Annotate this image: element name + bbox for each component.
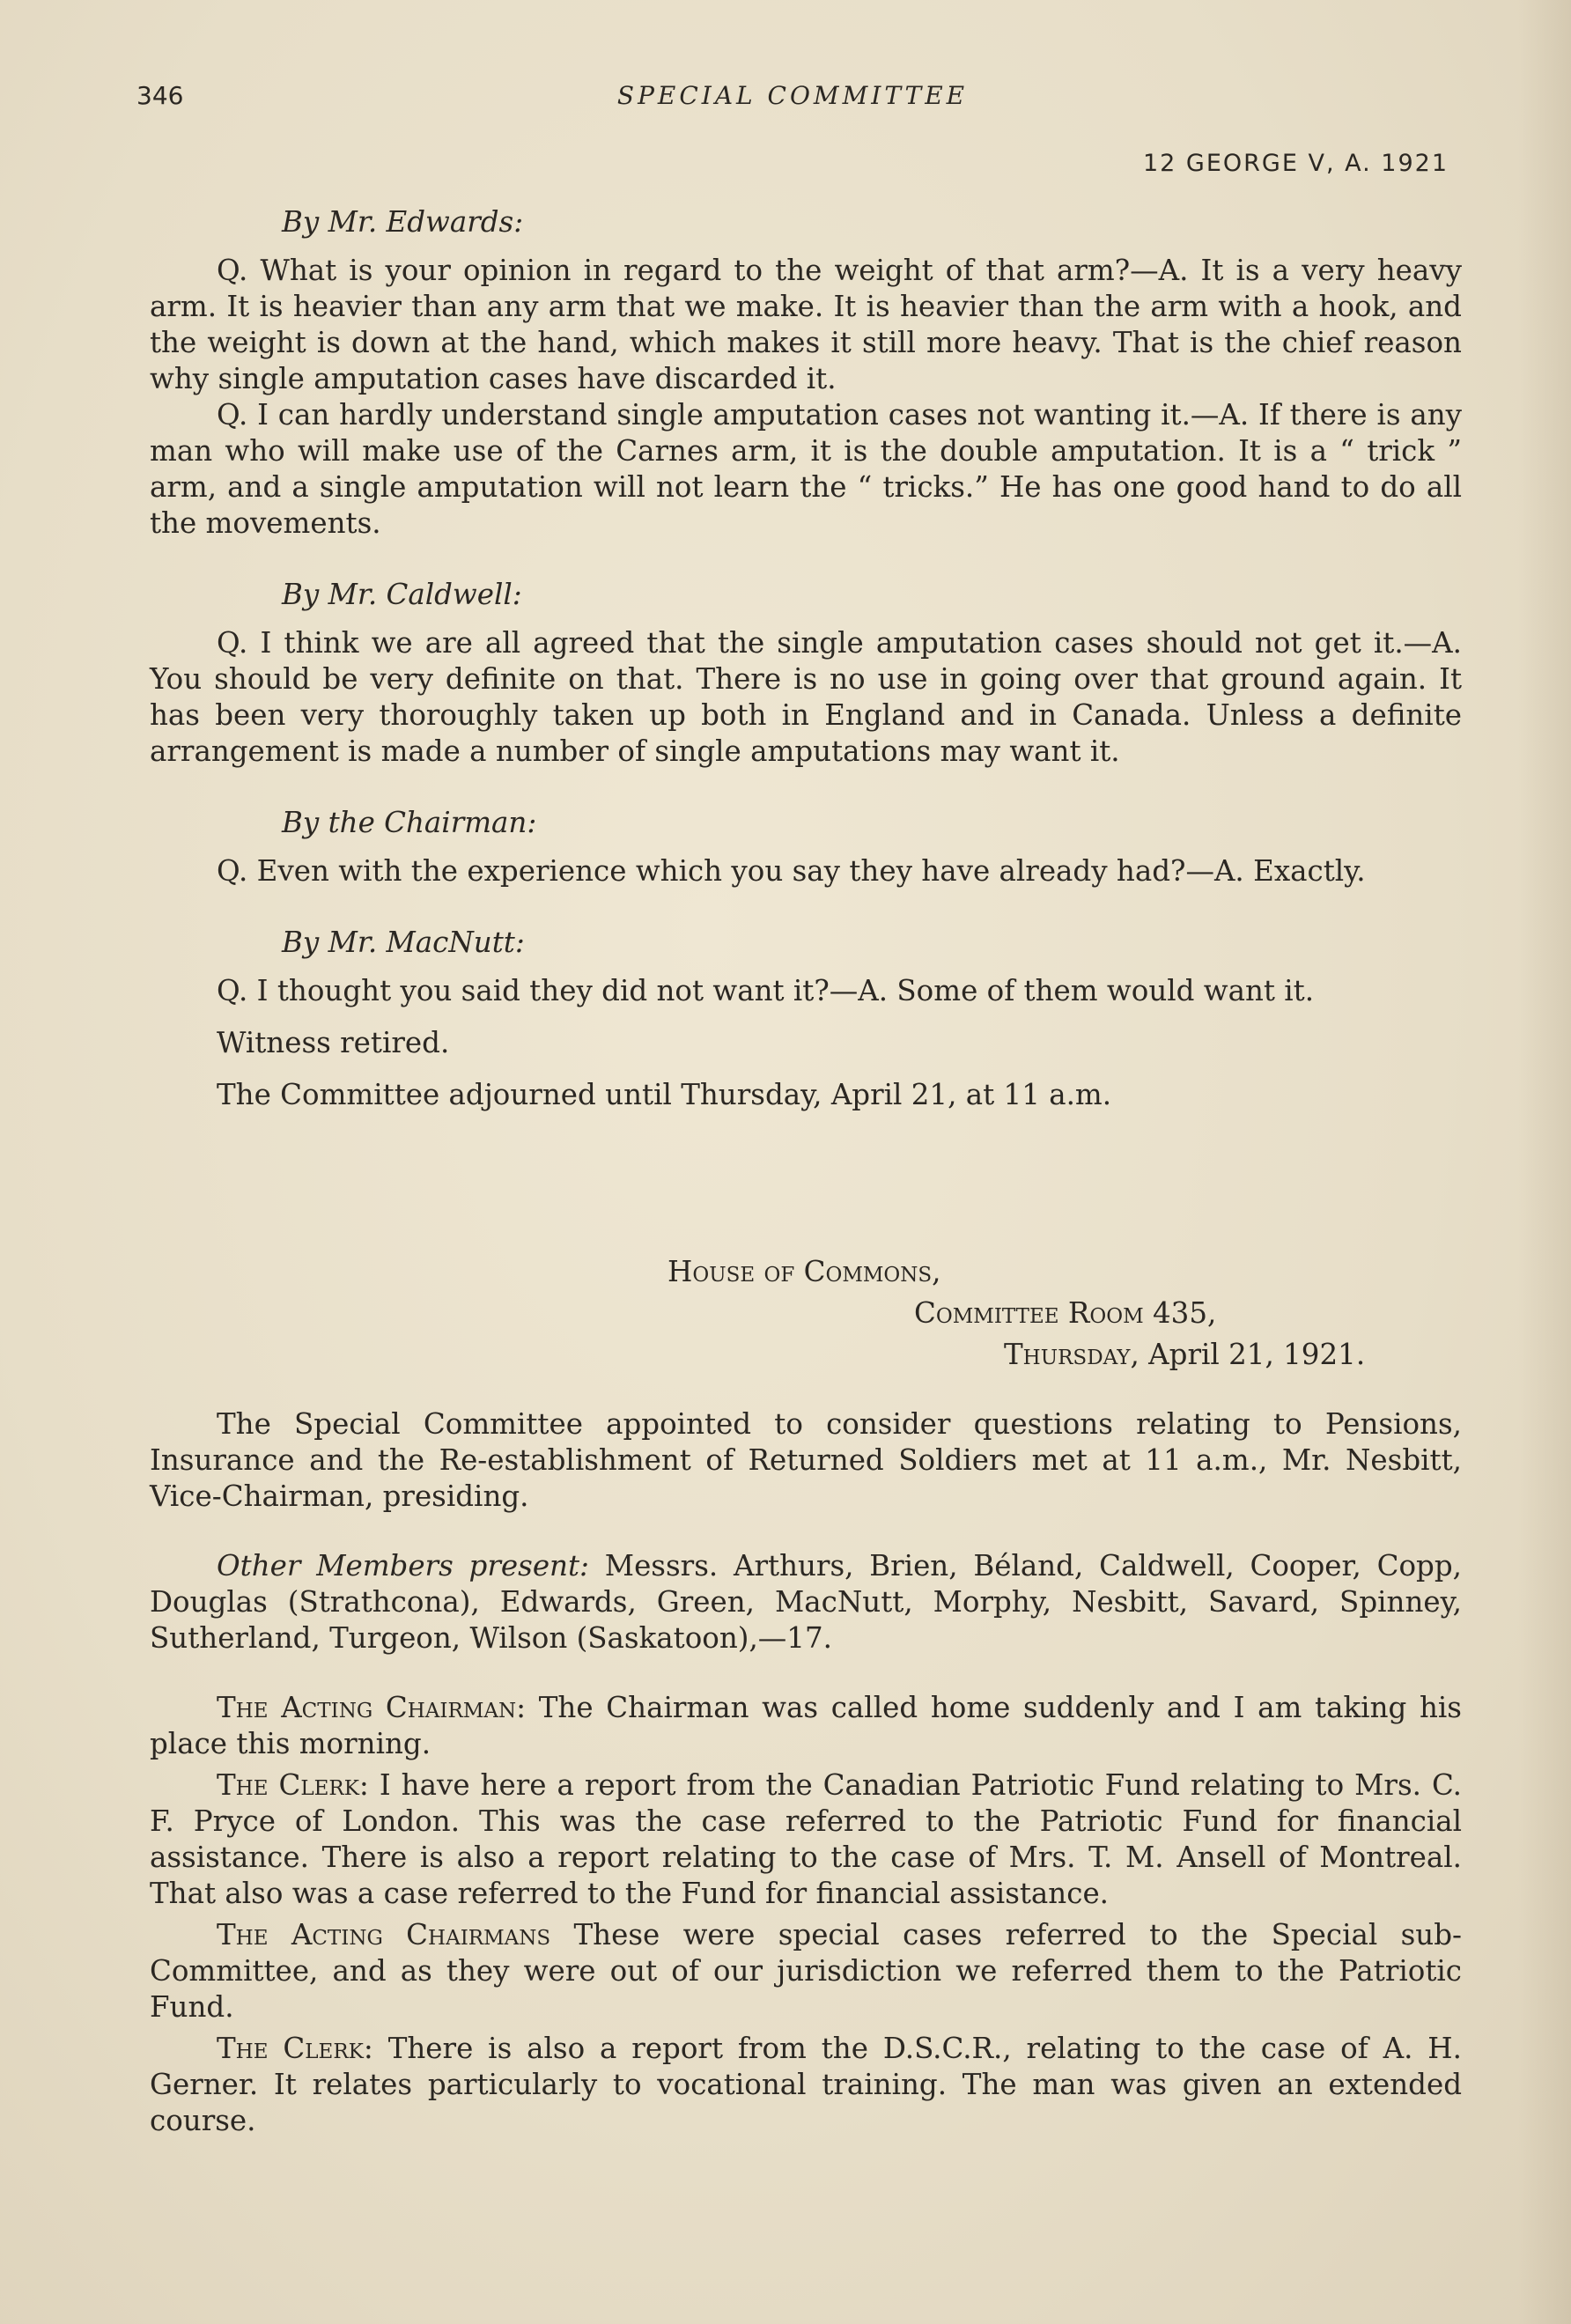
dateline-day: Thursday, — [1004, 1338, 1140, 1371]
question-answer: Q. I think we are all agreed that the single amputation cases should not get it.—A. You should be very definite on that. There is no use in going over that ground again. It has been very thoroughly taken up both in England and in Canada. Unless a definite arrangement is made a number of single amputations may want it. — [150, 626, 1462, 768]
minutes-opening: The Special Committee appointed to consider questions relating to Pensions, Insurance and the Re-establishment of Returned Soldiers met at 11 a.m., Mr. Nesbitt, Vice-Chairman, presiding. — [150, 1407, 1462, 1513]
speaker-heading: By Mr. Caldwell: — [282, 578, 522, 611]
dateline-room: Committee Room 435, — [914, 1296, 1217, 1330]
statement-speaker: The Clerk: — [217, 2032, 373, 2065]
statement-text: These were special cases referred to the Special sub-Committee, and as they were out of our jurisdiction we referred them to the Patriotic Fund. — [150, 1918, 1462, 2024]
question-answer: Q. I thought you said they did not want it?—A. Some of them would want it. — [217, 974, 1315, 1007]
dateline — [150, 1254, 1462, 1373]
statement — [150, 1767, 1462, 1912]
speaker-heading: By the Chairman: — [282, 806, 537, 839]
page-body — [150, 204, 1462, 2139]
statement-text: The Chairman was called home suddenly and I am taking his place this morning. — [150, 1691, 1462, 1760]
speaker-heading: By Mr. MacNutt: — [282, 926, 525, 959]
members-present — [150, 1548, 1462, 1656]
statement-speaker: The Acting Chairman: — [217, 1691, 527, 1724]
adjournment-note: The Committee adjourned until Thursday, April 21, at 11 a.m. — [217, 1078, 1112, 1111]
speaker-heading: By Mr. Edwards: — [282, 205, 524, 239]
witness-retired: Witness retired. — [217, 1026, 450, 1059]
question-answer: Q. Even with the experience which you say they have already had?—A. Exactly. — [217, 854, 1366, 888]
question-answer: Q. What is your opinion in regard to the weight of that arm?—A. It is a very heavy arm. It is heavier than any arm that we make. It is heavier than the arm with a hook, and the weight is down at the hand, which makes it still more heavy. That is the chief reason why single amputation cases have discarded it. — [150, 254, 1462, 395]
dateline-date-text: April 21, 1921. — [1148, 1338, 1366, 1371]
members-label: Other Members present: — [217, 1549, 589, 1583]
dateline-house: House of Commons, — [667, 1255, 941, 1288]
page-number: 346 — [136, 81, 184, 110]
statement — [150, 1917, 1462, 2025]
statement — [150, 2031, 1462, 2139]
dateline-date — [1004, 1337, 1462, 1373]
running-head: SPECIAL COMMITTEE — [616, 81, 969, 110]
statement-text: I have here a report from the Canadian Patriotic Fund relating to Mrs. C. F. Pryce of London. This was the case referred to the Patriotic Fund for financial assistance. There is also a report relating to the case of Mrs. T. M. Ansell of Montreal. That also was a case referred to the Fund for financial assistance. — [150, 1768, 1462, 1910]
statement-speaker: The Clerk: — [217, 1768, 369, 1802]
question-answer: Q. I can hardly understand single amputation cases not wanting it.—A. If there is any man who will make use of the Carnes arm, it is the double amputation. It is a “ trick ” arm, and a single amputation will not learn the “ tricks.” He has one good hand to do all the movements. — [150, 398, 1462, 540]
statement-speaker: The Acting Chairmans — [217, 1918, 551, 1951]
session-label: 12 GEORGE V, A. 1921 — [1142, 150, 1449, 177]
page-header — [136, 81, 1449, 177]
statement-text: There is also a report from the D.S.C.R., relating to the case of A. H. Gerner. It relates particularly to vocational training. The man was given an extended course. — [150, 2032, 1462, 2137]
statement — [150, 1690, 1462, 1762]
members-list: Messrs. Arthurs, Brien, Béland, Caldwell, Cooper, Copp, Douglas (Strathcona), Edwards, Green, MacNutt, Morphy, Nesbitt, Savard, Spinney, Sutherland, Turgeon, Wilson (Saskatoon),—17. — [150, 1549, 1462, 1655]
